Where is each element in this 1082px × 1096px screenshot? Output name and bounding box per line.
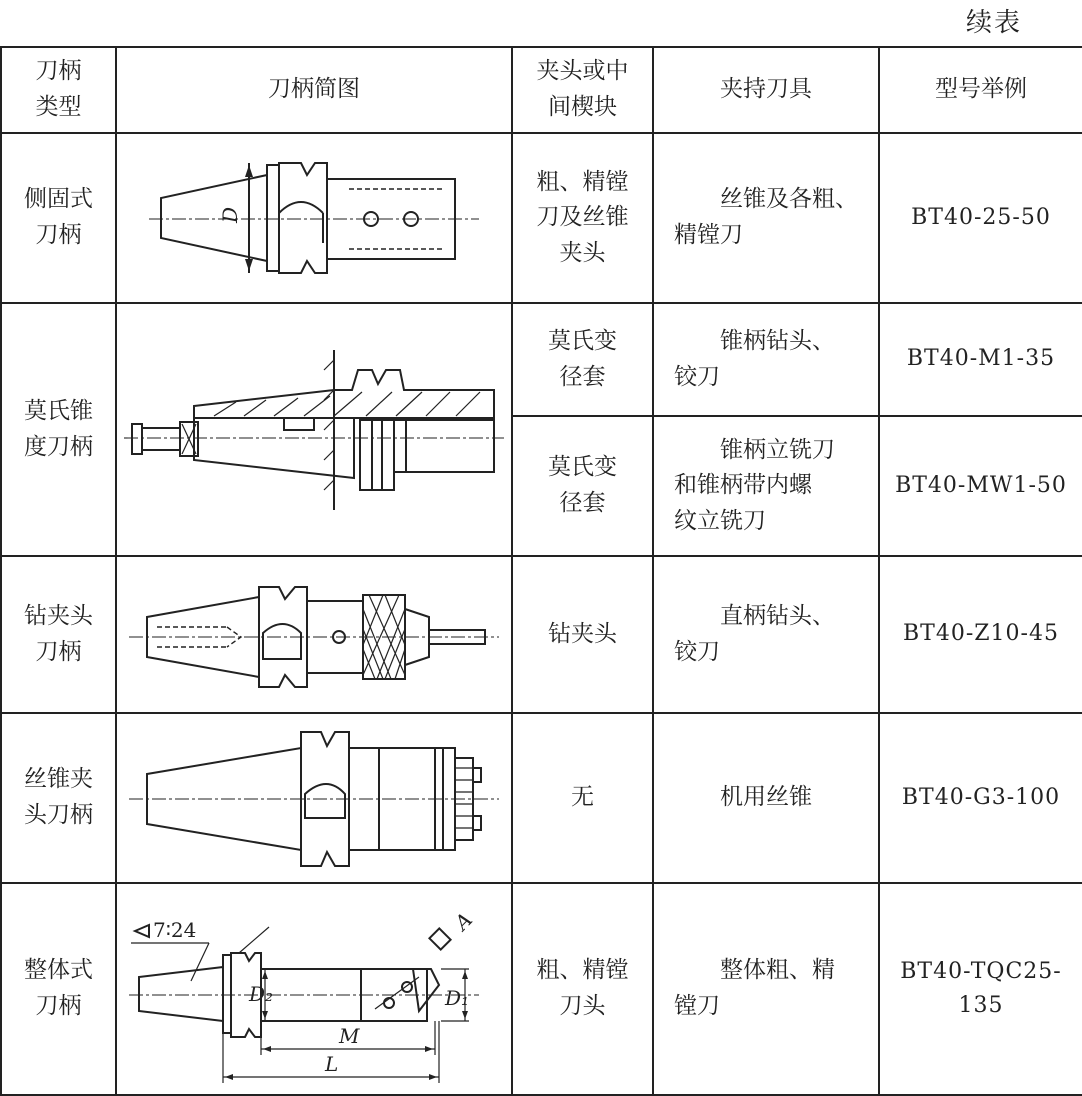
dim-a-label: A: [449, 907, 477, 935]
header-type: 刀柄 类型: [1, 47, 116, 133]
table-row: [1, 713, 1082, 883]
row-tools: 机用丝锥: [653, 713, 879, 883]
row-model: BT40-MW1-50: [879, 416, 1082, 556]
integral-holder-drawing: [119, 887, 509, 1092]
header-model: 型号举例: [879, 47, 1082, 133]
row-sketch: [116, 303, 512, 556]
table-row: [1, 303, 1082, 416]
table-row: [1, 556, 1082, 713]
drill-chuck-holder-drawing: [129, 565, 499, 705]
row-insert: 粗、精镗 刀及丝锥 夹头: [512, 133, 653, 303]
row-tools: 锥柄钻头、 铰刀: [653, 303, 879, 416]
row-model: BT40-Z10-45: [879, 556, 1082, 713]
row-type: 莫氏锥 度刀柄: [1, 303, 116, 556]
row-tools: 整体粗、精 镗刀: [653, 883, 879, 1095]
table-row: [1, 133, 1082, 303]
row-model: BT40-M1-35: [879, 303, 1082, 416]
dim-m-label: M: [339, 1023, 360, 1048]
header-sketch: 刀柄简图: [116, 47, 512, 133]
header-insert: 夹头或中 间楔块: [512, 47, 653, 133]
row-type: 侧固式 刀柄: [1, 133, 116, 303]
row-type: 整体式 刀柄: [1, 883, 116, 1095]
row-tools: 锥柄立铣刀 和锥柄带内螺 纹立铣刀: [653, 416, 879, 556]
taper-ratio-label: 7∶24: [153, 917, 197, 942]
row-model: BT40-25-50: [879, 133, 1082, 303]
row-sketch: [116, 713, 512, 883]
row-model: BT40-TQC25-135: [879, 883, 1082, 1095]
side-lock-holder-drawing: [149, 143, 479, 293]
tool-holder-table: [0, 46, 1082, 1096]
row-type: 丝锥夹 头刀柄: [1, 713, 116, 883]
row-insert: 莫氏变 径套: [512, 416, 653, 556]
row-type: 钻夹头 刀柄: [1, 556, 116, 713]
row-insert: 粗、精镗 刀头: [512, 883, 653, 1095]
row-tools: 直柄钻头、 铰刀: [653, 556, 879, 713]
row-insert: 无: [512, 713, 653, 883]
row-insert: 莫氏变 径套: [512, 303, 653, 416]
dim-l-label: L: [325, 1051, 339, 1076]
dim-d1-label: D₁: [445, 985, 470, 1010]
header-tools: 夹持刀具: [653, 47, 879, 133]
row-model: BT40-G3-100: [879, 713, 1082, 883]
row-sketch: [116, 133, 512, 303]
row-sketch: [116, 883, 512, 1095]
dim-d-label: D: [218, 206, 242, 223]
row-tools: 丝锥及各粗、 精镗刀: [653, 133, 879, 303]
row-sketch: [116, 556, 512, 713]
morse-taper-holder-drawing: [124, 310, 504, 550]
table-row: [1, 883, 1082, 1095]
continuation-label: 续表: [965, 8, 1022, 38]
dim-d2-label: D₂: [249, 981, 274, 1006]
row-insert: 钻夹头: [512, 556, 653, 713]
tap-chuck-holder-drawing: [129, 718, 499, 878]
header-row: [1, 47, 1082, 133]
